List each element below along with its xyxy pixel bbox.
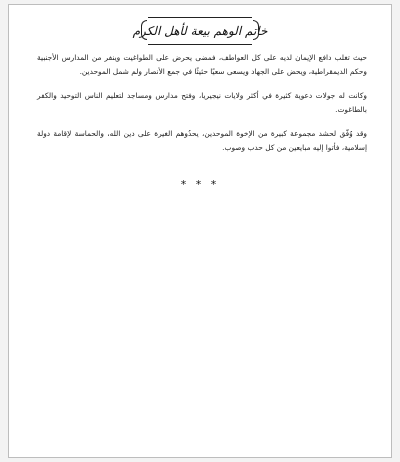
page-header <box>9 17 391 45</box>
section-separator: * * * <box>180 178 220 191</box>
header-banner <box>132 17 268 45</box>
document-page <box>8 4 392 458</box>
paragraph-3: وقد وُفّق لحشد مجموعة كبيرة من الإخوة الموحدين، يحدُوهم الغيرة على دين الله، والحماسة لإقامة دولة إسلامية، فأتوا إليه مبايعين من كل حدب وصوب. <box>37 129 367 152</box>
paragraph-2: وكانت له جولات دعوية كثيرة في أكثر ولايات نيجيريا، وفتح مدارس ومساجد لتعليم الناس التوحيد والكفر بالطاغوت. <box>37 91 367 114</box>
header-title: خاتم الوهم بيعة لأهل الكرم <box>132 24 268 38</box>
paragraph-1: حيث تغلب دافع الإيمان لديه على كل العواطف، فمضى يحرض على الطواغيت وينفر من المدارس الأجنبية وحكم الديمقراطية، ويحض على الجهاد ويسعى سعيًا حثيثًا في جمع الأنصار ولم شمل الموحدين. <box>37 53 367 76</box>
document-body <box>37 51 367 165</box>
banner-left-cap <box>141 20 147 40</box>
banner-right-cap <box>253 20 259 40</box>
